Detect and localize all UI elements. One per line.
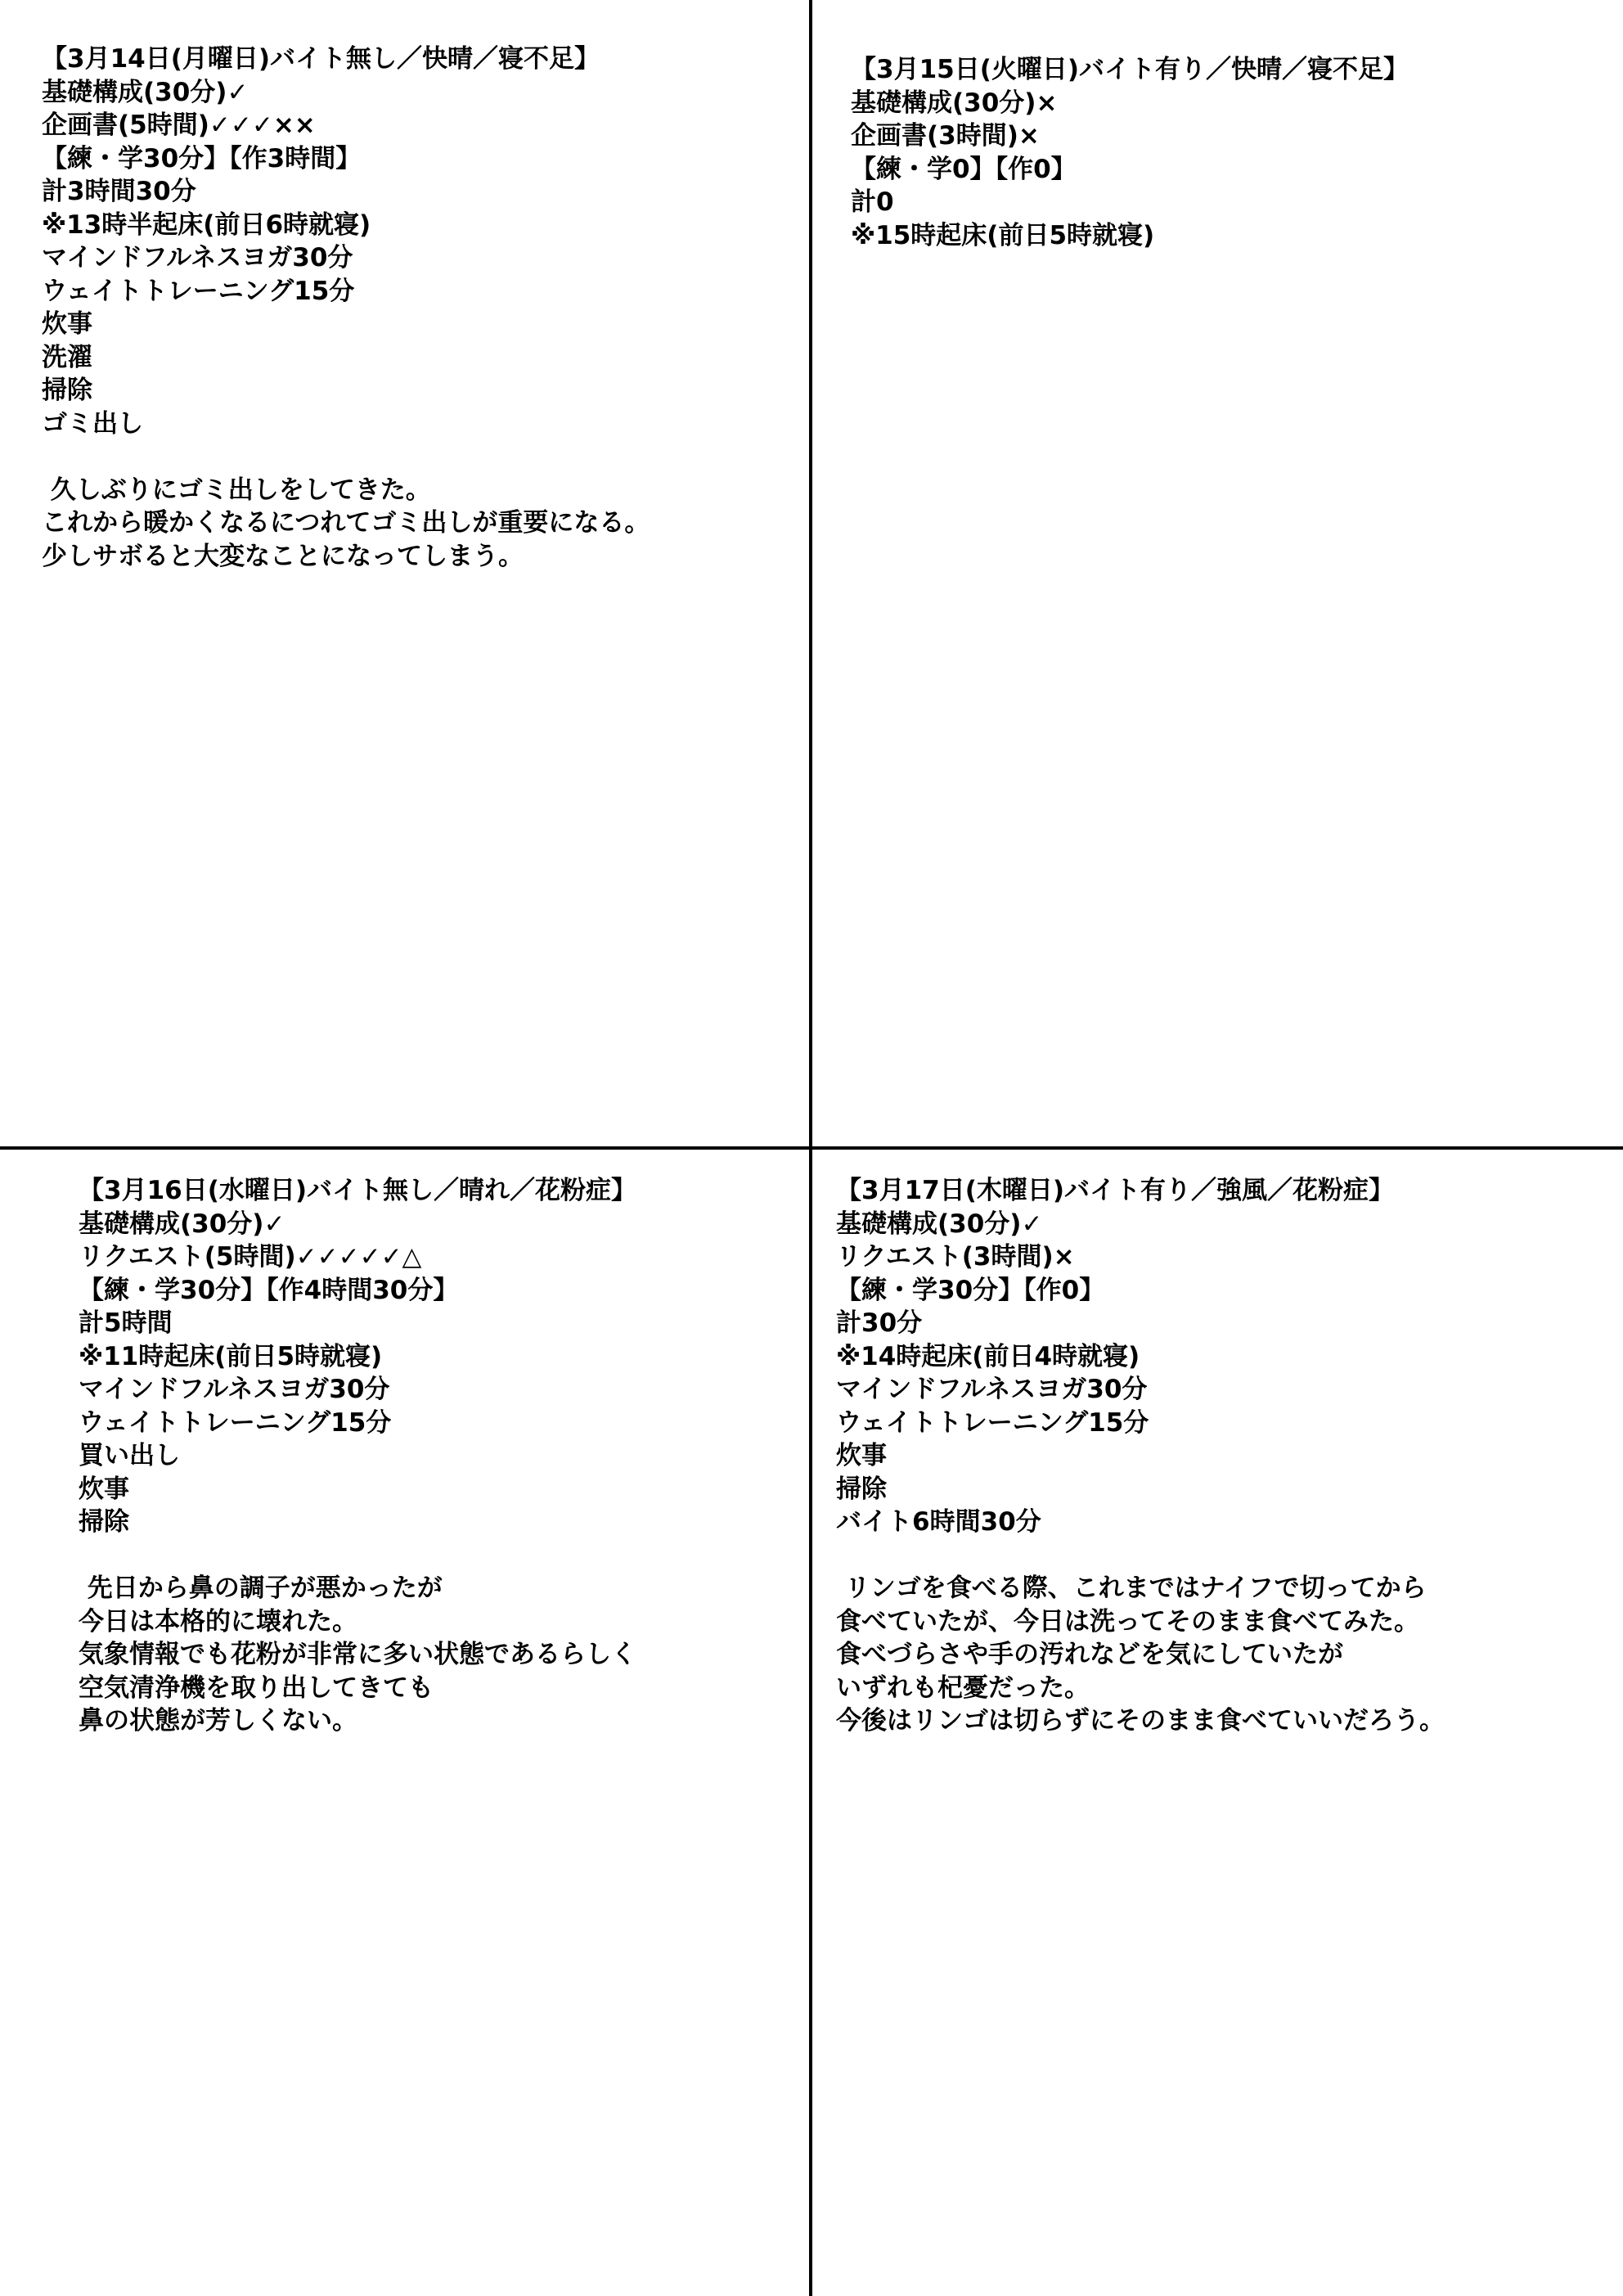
note-line: 食べづらさや手の汚れなどを気にしていたが: [836, 1640, 1343, 1669]
task-line: 【練・学30分】【作4時間30分】: [79, 1275, 459, 1305]
task-line: 基礎構成(30分)×: [851, 88, 1058, 118]
task-line: 基礎構成(30分)✓: [42, 77, 249, 107]
note-line: これから暖かくなるにつれてゴミ出しが重要になる。: [42, 508, 650, 538]
entry-header: 【3月14日(月曜日)バイト無し／快晴／寝不足】: [42, 44, 600, 74]
diary-entry-panel: [851, 53, 1409, 252]
task-line: リクエスト(5時間)✓✓✓✓✓△: [79, 1242, 422, 1272]
task-line: 買い出し: [79, 1441, 180, 1470]
task-line: リクエスト(3時間)×: [836, 1242, 1075, 1272]
task-line: 計0: [851, 187, 894, 217]
note-line: 今日は本格的に壊れた。: [79, 1606, 357, 1636]
task-line: ※13時半起床(前日6時就寝): [42, 209, 371, 240]
task-line: 【練・学30分】【作0】: [836, 1275, 1105, 1305]
task-line: 【練・学30分】【作3時間】: [42, 143, 362, 173]
note-line: 今後はリンゴは切らずにそのまま食べていいだろう。: [836, 1706, 1445, 1736]
task-line: 企画書(5時間)✓✓✓××: [42, 110, 316, 140]
task-line: 計3時間30分: [42, 177, 196, 206]
task-line: バイト6時間30分: [836, 1507, 1041, 1537]
task-line: 企画書(3時間)×: [851, 121, 1040, 151]
horizontal-divider: [0, 1146, 1623, 1150]
task-line: 計30分: [836, 1308, 923, 1338]
task-line: 炊事: [79, 1474, 129, 1504]
diary-entry-panel: [42, 43, 650, 573]
note-line: 久しぶりにゴミ出しをしてきた。: [42, 475, 431, 505]
note-line: 食べていたが、今日は洗ってそのまま食べてみた。: [836, 1606, 1419, 1636]
task-line: ウェイトトレーニング15分: [42, 276, 355, 306]
diary-entry-panel: [836, 1174, 1445, 1738]
note-line: いずれも杞憂だった。: [836, 1672, 1090, 1703]
note-line: 先日から鼻の調子が悪かったが: [79, 1573, 443, 1603]
task-line: マインドフルネスヨガ30分: [836, 1375, 1148, 1404]
task-line: 掃除: [836, 1474, 887, 1504]
entry-header: 【3月15日(火曜日)バイト有り／快晴／寝不足】: [851, 55, 1409, 84]
task-line: マインドフルネスヨガ30分: [79, 1375, 390, 1404]
task-line: ※11時起床(前日5時就寝): [79, 1341, 383, 1371]
spacer: [42, 440, 650, 474]
task-line: 計5時間: [79, 1308, 173, 1338]
note-line: 少しサボると大変なことになってしまう。: [42, 541, 524, 571]
spacer: [836, 1539, 1445, 1573]
note-line: 気象情報でも花粉が非常に多い状態であるらしく: [79, 1640, 636, 1669]
entry-header: 【3月17日(木曜日)バイト有り／強風／花粉症】: [836, 1176, 1395, 1205]
task-line: ゴミ出し: [42, 408, 143, 439]
note-line: リンゴを食べる際、これまではナイフで切ってから: [836, 1573, 1427, 1603]
task-line: 基礎構成(30分)✓: [836, 1209, 1043, 1239]
task-line: 洗濯: [42, 342, 92, 372]
diary-entry-panel: [79, 1174, 636, 1738]
task-line: ※15時起床(前日5時就寝): [851, 220, 1155, 250]
task-line: 炊事: [42, 309, 92, 339]
spacer: [79, 1539, 636, 1573]
task-line: マインドフルネスヨガ30分: [42, 243, 353, 272]
task-line: ウェイトトレーニング15分: [836, 1407, 1149, 1438]
note-line: 鼻の状態が芳しくない。: [79, 1706, 357, 1736]
task-line: ウェイトトレーニング15分: [79, 1407, 392, 1438]
task-line: ※14時起床(前日4時就寝): [836, 1341, 1140, 1371]
entry-header: 【3月16日(水曜日)バイト無し／晴れ／花粉症】: [79, 1176, 637, 1205]
task-line: 掃除: [79, 1507, 129, 1537]
task-line: 基礎構成(30分)✓: [79, 1209, 285, 1239]
task-line: 炊事: [836, 1441, 887, 1470]
note-line: 空気清浄機を取り出してきても: [79, 1672, 434, 1703]
task-line: 掃除: [42, 376, 92, 405]
task-line: 【練・学0】【作0】: [851, 154, 1077, 184]
